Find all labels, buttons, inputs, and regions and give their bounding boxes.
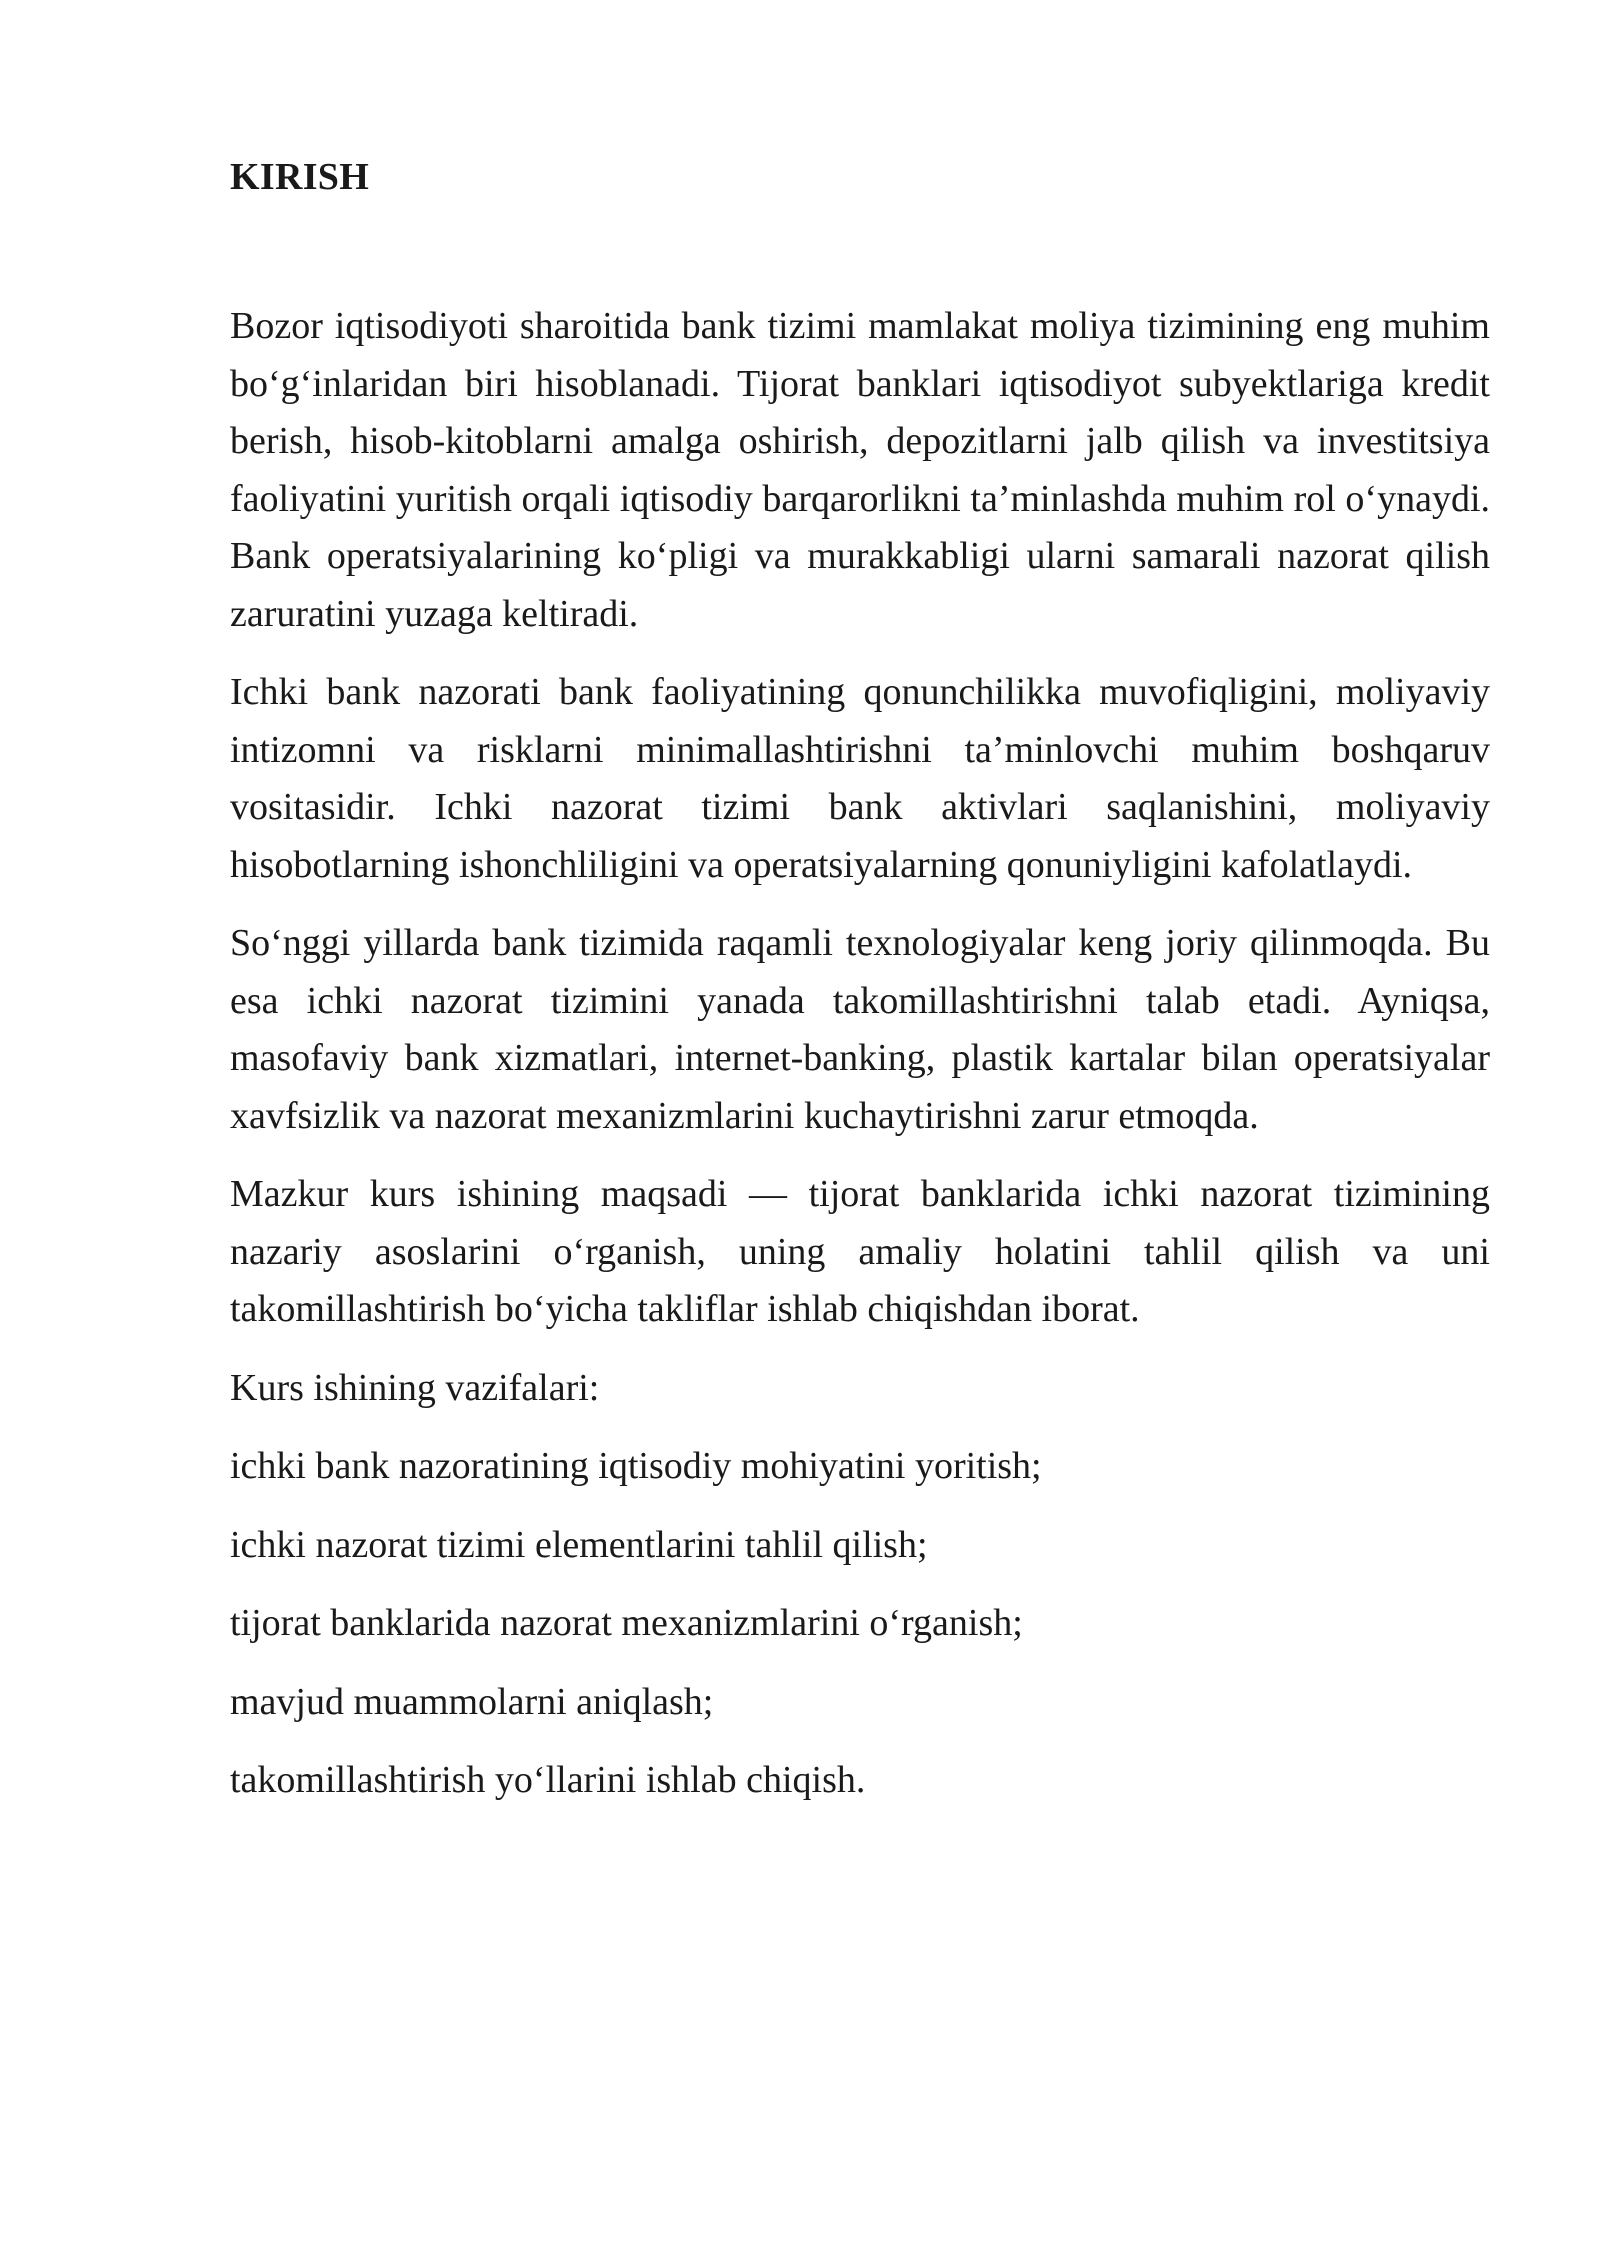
task-item: ichki nazorat tizimi elementlarini tahlil qilish; xyxy=(230,1523,928,1566)
task-item: ichki bank nazoratining iqtisodiy mohiyatini yoritish; xyxy=(230,1445,1042,1487)
paragraph-digital-technologies: So‘nggi yillarda bank tizimida raqamli texnologiyalar keng joriy qilinmoqda. Bu esa ichki nazorat tizimini yanada takomillashtirishni talab etadi. Ayniqsa, masofaviy bank xizmatlari, internet-banking, plastik kartalar bilan operatsiyalar xavfsizlik va nazorat mexanizmlarini kuchaytirishni zarur etmoqda. xyxy=(230,922,1490,1137)
page-heading: KIRISH xyxy=(230,156,370,198)
tasks-list xyxy=(230,1438,1490,1810)
task-item: tijorat banklarida nazorat mexanizmlarini o‘rganish; xyxy=(230,1602,1023,1644)
task-item: takomillashtirish yo‘llarini ishlab chiqish. xyxy=(230,1759,866,1801)
paragraph-intro: Bozor iqtisodiyoti sharoitida bank tizimi mamlakat moliya tizimining eng muhim bo‘g‘inlaridan biri hisoblanadi. Tijorat banklari iqtisodiyot subyektlariga kredit berish, hisob-kitoblarni amalga oshirish, depozitlarni jalb qilish va investitsiya faoliyatini yuritish orqali iqtisodiy barqarorlikni ta’minlashda muhim rol o‘ynaydi. Bank operatsiyalarining ko‘pligi va murakkabligi ularni samarali nazorat qilish zaruratini yuzaga keltiradi. xyxy=(230,305,1490,635)
tasks-intro: Kurs ishining vazifalari: xyxy=(230,1366,600,1409)
paragraph-internal-control: Ichki bank nazorati bank faoliyatining qonunchilikka muvofiqligini, moliyaviy intizomni va risklarni minimallashtirishni ta’minlovchi muhim boshqaruv vositasidir. Ichki nazorat tizimi bank aktivlari saqlanishini, moliyaviy hisobotlarning ishonchliligini va operatsiyalarning qonuniyligini kafolatlaydi. xyxy=(230,671,1490,886)
paragraph-goal: Mazkur kurs ishining maqsadi — tijorat banklarida ichki nazorat tizimining nazariy asoslarini o‘rganish, uning amaliy holatini tahlil qilish va uni takomillashtirish bo‘yicha takliflar ishlab chiqishdan iborat. xyxy=(230,1173,1490,1330)
task-item: mavjud muammolarni aniqlash; xyxy=(230,1680,714,1723)
page-content xyxy=(230,148,1490,1831)
